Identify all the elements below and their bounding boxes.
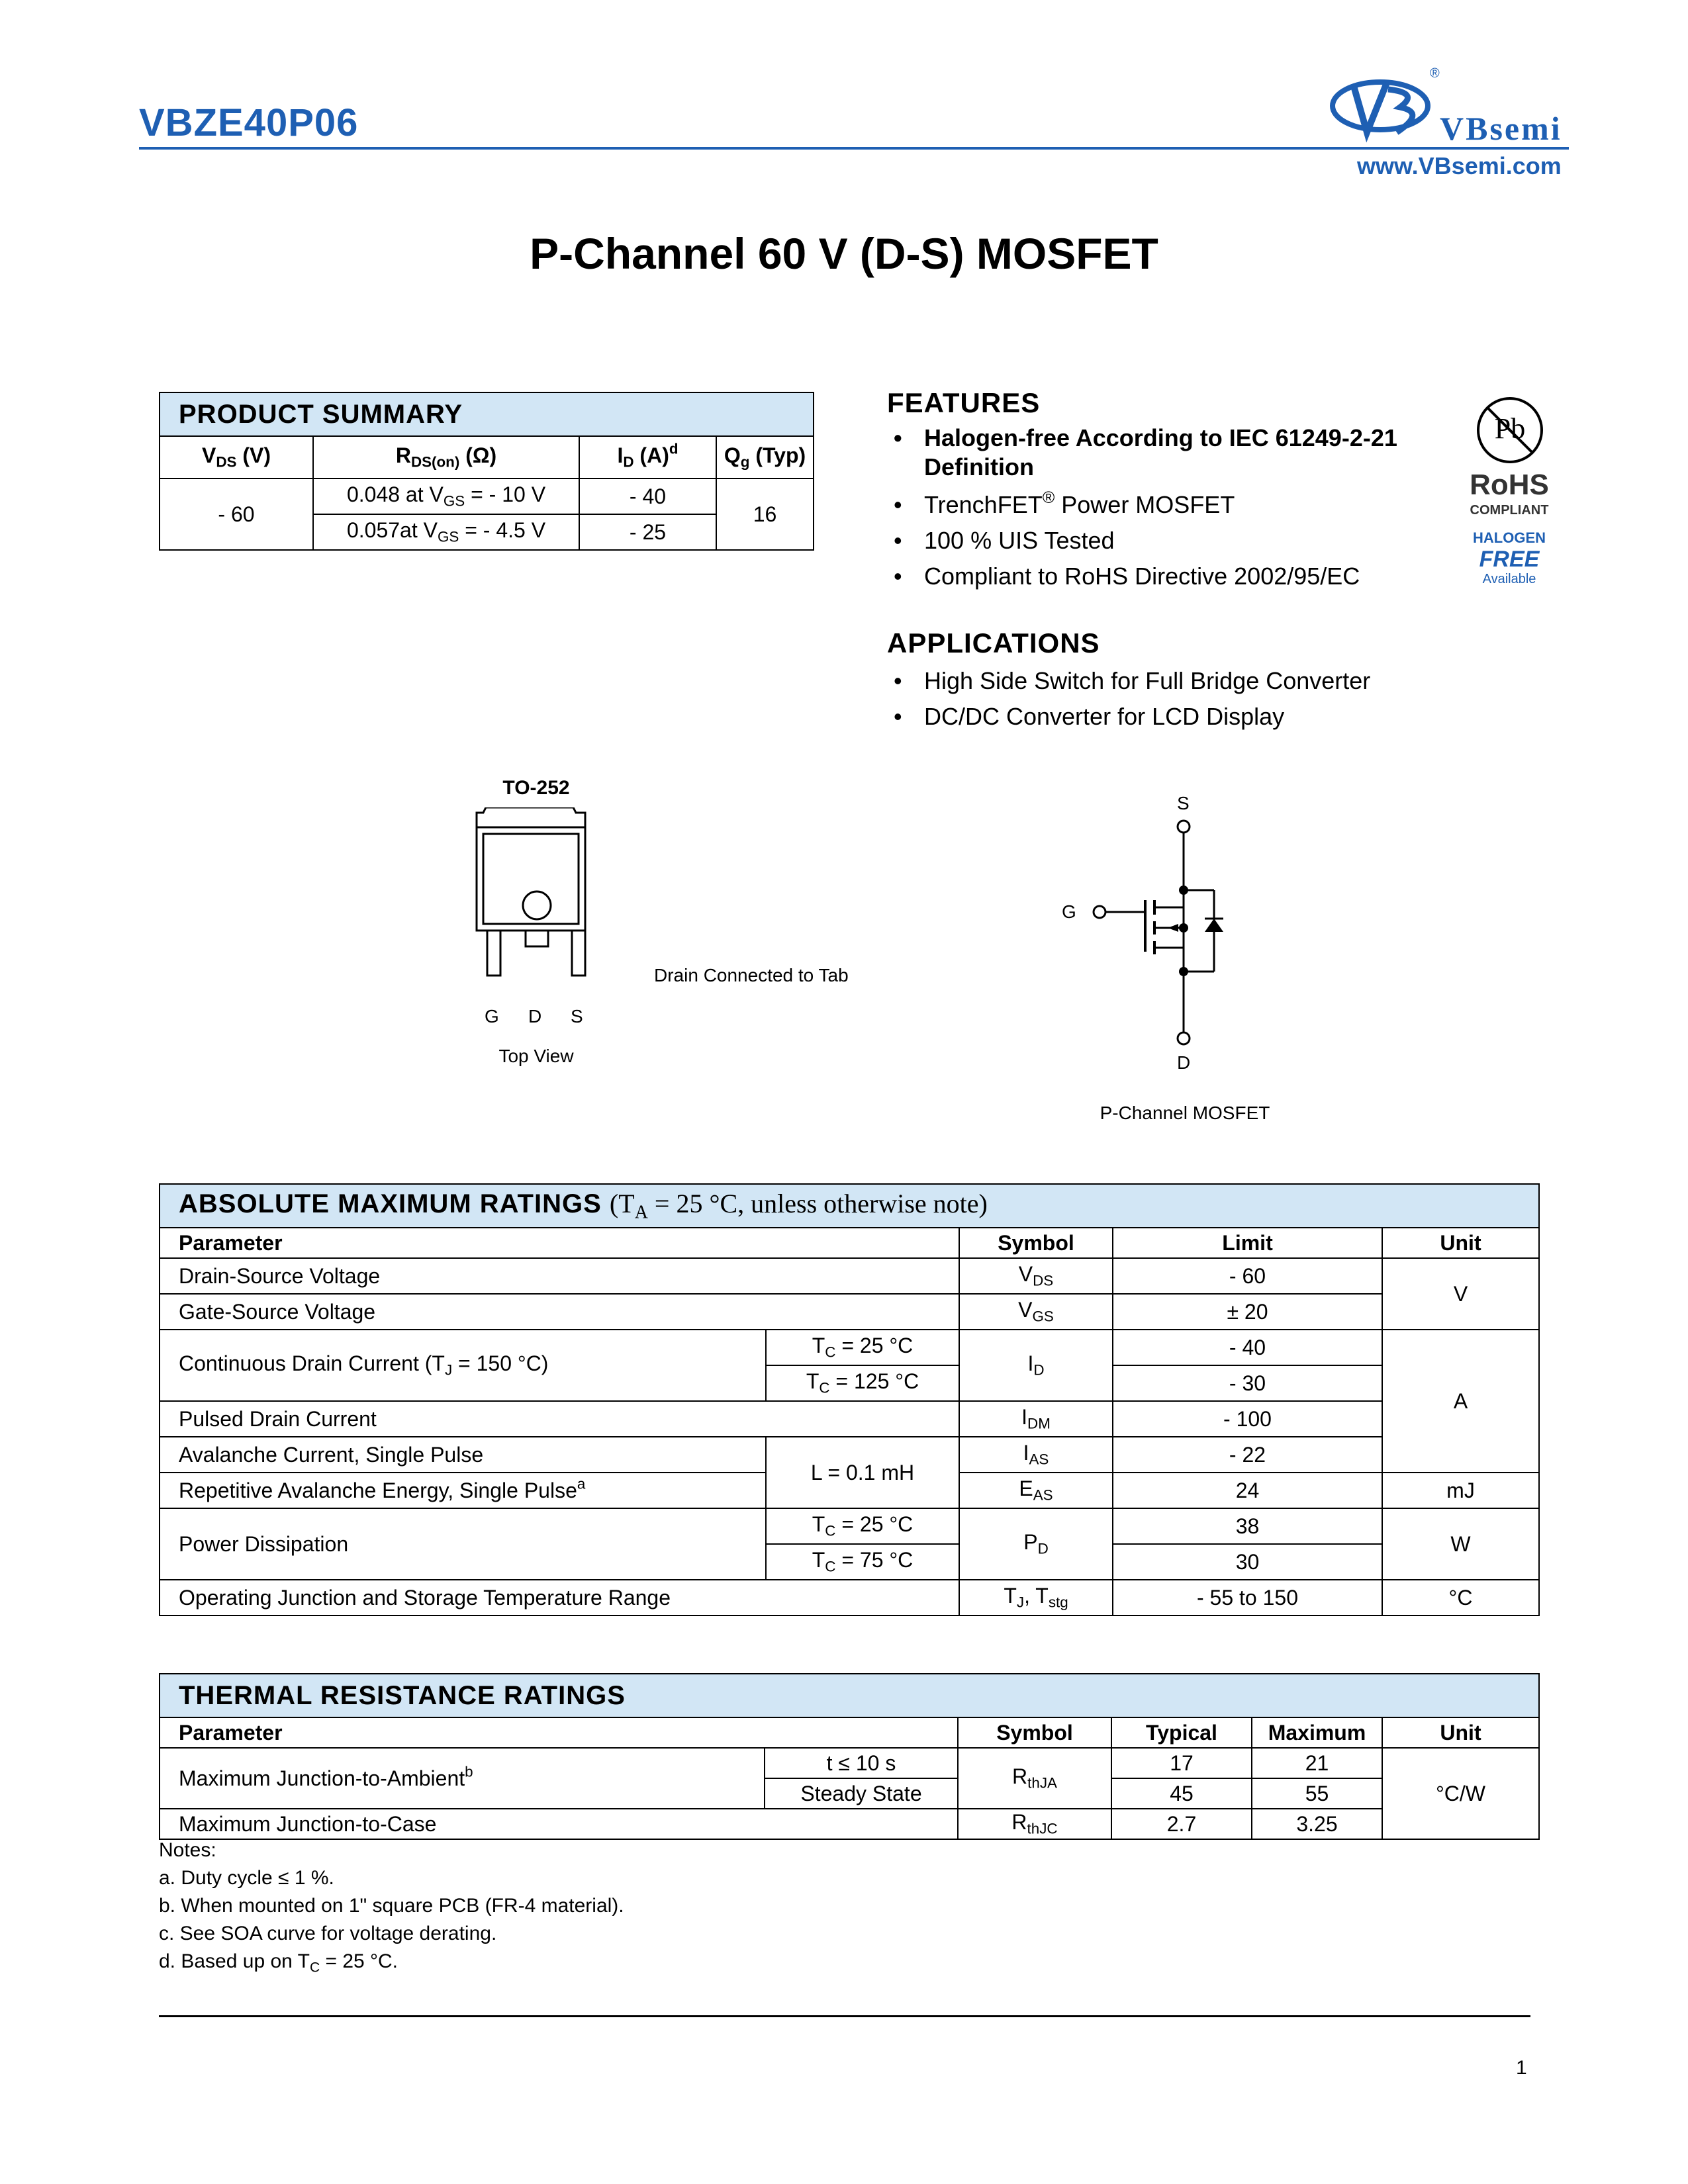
amr-cond-id-125: $T_C = 125$ °C xyxy=(766,1365,959,1401)
amr-param-eas: Repetitive Avalanche Energy, Single Pulse$^a$ xyxy=(160,1473,766,1508)
amr-unit-w: W xyxy=(1382,1508,1539,1580)
thermal-max-10s: 21 xyxy=(1252,1748,1382,1778)
note-d: d. Based up on $T_C = 25$ °C. xyxy=(159,1950,399,1976)
top-view-label: Top View xyxy=(498,1046,574,1066)
feature-item-uis: • 100 % UIS Tested xyxy=(887,523,1470,559)
amr-cond-pd-25: $T_C = 25$ °C xyxy=(766,1508,959,1544)
ps-header-id: $I_D$ $(A)^d$ xyxy=(579,436,716,478)
feature-item-trenchfet: • TrenchFET® Power MOSFET xyxy=(887,487,1470,523)
ps-rds-row1: 0.048 at $V_{GS}$ = - 10 V xyxy=(313,478,579,514)
amr-symbol-ias: $I_{AS}$ xyxy=(959,1437,1113,1473)
notes-title: Notes: xyxy=(159,1839,216,1861)
ps-header-vds: $V_{DS}$ (V) xyxy=(160,436,313,478)
thermal-header-typical: Typical xyxy=(1111,1717,1252,1748)
amr-symbol-id: $I_D$ xyxy=(959,1330,1113,1401)
amr-symbol-pd: $P_D$ xyxy=(959,1508,1113,1580)
thermal-header-symbol: Symbol xyxy=(958,1717,1111,1748)
amr-header-parameter: Parameter xyxy=(160,1228,959,1258)
p-channel-mosfet-symbol-icon xyxy=(1086,794,1271,1046)
feature-item-rohs: • Compliant to RoHS Directive 2002/95/EC xyxy=(887,559,1470,594)
ps-rds-row2: 0.057at $V_{GS}$ = - 4.5 V xyxy=(313,514,579,550)
amr-limit-pd-75: 30 xyxy=(1113,1544,1382,1580)
notes-block xyxy=(159,1837,624,1981)
thermal-header-unit: Unit xyxy=(1382,1717,1539,1748)
available-label: Available xyxy=(1482,572,1536,586)
amr-symbol-vds: $V_{DS}$ xyxy=(959,1258,1113,1294)
absolute-maximum-ratings-table xyxy=(159,1183,1540,1616)
thermal-cond-10s: t ≤ 10 s xyxy=(765,1748,958,1778)
logo-text: VBsemi xyxy=(1440,110,1562,147)
schematic-gate-label: G xyxy=(1062,901,1076,922)
applications-heading: APPLICATIONS xyxy=(887,627,1100,659)
thermal-param-rthjc: Maximum Junction-to-Case xyxy=(160,1809,958,1839)
ps-header-qg: $Q_g$ (Typ) xyxy=(716,436,814,478)
page-number: 1 xyxy=(1516,2057,1527,2079)
ps-header-rds: $R_{DS(on)}$ (Ω) xyxy=(313,436,579,478)
schematic-drain-label: D xyxy=(1177,1052,1191,1073)
note-b: b. When mounted on 1" square PCB (FR-4 material). xyxy=(159,1895,624,1917)
rohs-label: RoHS xyxy=(1470,469,1549,501)
note-c: c. See SOA curve for voltage derating. xyxy=(159,1923,497,1944)
registered-mark: ® xyxy=(1430,66,1440,81)
amr-param-vds: Drain-Source Voltage xyxy=(160,1258,959,1294)
amr-symbol-idm: $I_{DM}$ xyxy=(959,1401,1113,1437)
schematic-caption: P-Channel MOSFET xyxy=(1100,1103,1270,1123)
amr-cond-pd-75: $T_C = 75$ °C xyxy=(766,1544,959,1580)
pb-label: Pb xyxy=(1494,412,1526,445)
thermal-typ-steady: 45 xyxy=(1111,1778,1252,1809)
amr-unit-v: V xyxy=(1382,1258,1539,1330)
thermal-max-steady: 55 xyxy=(1252,1778,1382,1809)
footer-rule xyxy=(159,2015,1530,2017)
amr-param-vgs: Gate-Source Voltage xyxy=(160,1294,959,1330)
features-list xyxy=(887,424,1470,594)
amr-limit-ias: - 22 xyxy=(1113,1437,1382,1473)
part-number: VBZE40P06 xyxy=(139,101,359,144)
free-label: FREE xyxy=(1479,547,1540,572)
amr-limit-eas: 24 xyxy=(1113,1473,1382,1508)
thermal-header-parameter: Parameter xyxy=(160,1717,958,1748)
thermal-typ-rthjc: 2.7 xyxy=(1111,1809,1252,1839)
thermal-symbol-rthjc: $R_{thJC}$ xyxy=(958,1809,1111,1839)
thermal-caption: THERMAL RESISTANCE RATINGS xyxy=(160,1674,1539,1717)
amr-cond-id-25: $T_C = 25$ °C xyxy=(766,1330,959,1365)
ps-id-row1: - 40 xyxy=(579,478,716,514)
drain-tab-note: Drain Connected to Tab xyxy=(654,965,849,985)
pin-s-label: S xyxy=(571,1006,583,1026)
pin-d-label: D xyxy=(528,1006,542,1026)
amr-param-pd: Power Dissipation xyxy=(160,1508,766,1580)
amr-param-idm: Pulsed Drain Current xyxy=(160,1401,959,1437)
application-item: • DC/DC Converter for LCD Display xyxy=(887,699,1483,735)
amr-limit-id-25: - 40 xyxy=(1113,1330,1382,1365)
amr-header-unit: Unit xyxy=(1382,1228,1539,1258)
amr-header-symbol: Symbol xyxy=(959,1228,1113,1258)
thermal-param-rthja: Maximum Junction-to-Ambient$^b$ xyxy=(160,1748,765,1809)
features-heading: FEATURES xyxy=(887,387,1041,418)
amr-limit-pd-25: 38 xyxy=(1113,1508,1382,1544)
vbsemi-logo-icon xyxy=(1327,66,1440,146)
to252-package-icon xyxy=(463,807,616,1006)
amr-limit-vds: - 60 xyxy=(1113,1258,1382,1294)
ps-qg-value: 16 xyxy=(716,478,814,550)
feature-item-halogen: • Halogen-free According to IEC 61249-2-21 Definition xyxy=(887,424,1470,482)
amr-limit-id-125: - 30 xyxy=(1113,1365,1382,1401)
ps-vds-value: - 60 xyxy=(160,478,313,550)
logo-url[interactable]: www.VBsemi.com xyxy=(1357,152,1562,179)
note-a: a. Duty cycle ≤ 1 %. xyxy=(159,1867,334,1889)
application-item: • High Side Switch for Full Bridge Converter xyxy=(887,663,1483,699)
thermal-resistance-table xyxy=(159,1673,1540,1840)
header-rule xyxy=(139,147,1569,150)
thermal-max-rthjc: 3.25 xyxy=(1252,1809,1382,1839)
amr-symbol-tj: $T_J$, $T_{stg}$ xyxy=(959,1580,1113,1615)
amr-limit-tj: - 55 to 150 xyxy=(1113,1580,1382,1615)
applications-list xyxy=(887,663,1483,735)
product-summary-table xyxy=(159,392,814,551)
amr-unit-a: A xyxy=(1382,1330,1539,1473)
amr-param-ias: Avalanche Current, Single Pulse xyxy=(160,1437,766,1473)
amr-caption: ABSOLUTE MAXIMUM RATINGS ($T_A = 25$ °C, unless otherwise note) xyxy=(160,1184,1539,1228)
package-name: TO-252 xyxy=(502,777,570,799)
halogen-label: HALOGEN xyxy=(1473,529,1546,546)
amr-limit-idm: - 100 xyxy=(1113,1401,1382,1437)
thermal-typ-10s: 17 xyxy=(1111,1748,1252,1778)
pin-g-label: G xyxy=(485,1006,499,1026)
amr-unit-c: °C xyxy=(1382,1580,1539,1615)
thermal-cond-steady: Steady State xyxy=(765,1778,958,1809)
thermal-header-maximum: Maximum xyxy=(1252,1717,1382,1748)
amr-unit-mj: mJ xyxy=(1382,1473,1539,1508)
amr-param-id: Continuous Drain Current ($T_J = 150$ °C) xyxy=(160,1330,766,1401)
page-title: P-Channel 60 V (D-S) MOSFET xyxy=(530,229,1158,278)
amr-cond-inductance: L = 0.1 mH xyxy=(766,1437,959,1508)
rohs-compliant-label: COMPLIANT xyxy=(1470,503,1549,518)
amr-limit-vgs: ± 20 xyxy=(1113,1294,1382,1330)
ps-id-row2: - 25 xyxy=(579,514,716,550)
amr-symbol-eas: $E_{AS}$ xyxy=(959,1473,1113,1508)
amr-header-limit: Limit xyxy=(1113,1228,1382,1258)
thermal-unit: °C/W xyxy=(1382,1748,1539,1839)
thermal-symbol-rthja: $R_{thJA}$ xyxy=(958,1748,1111,1809)
schematic-source-label: S xyxy=(1177,793,1190,813)
amr-param-tj: Operating Junction and Storage Temperature Range xyxy=(160,1580,959,1615)
amr-symbol-vgs: $V_{GS}$ xyxy=(959,1294,1113,1330)
product-summary-caption: PRODUCT SUMMARY xyxy=(160,392,814,436)
